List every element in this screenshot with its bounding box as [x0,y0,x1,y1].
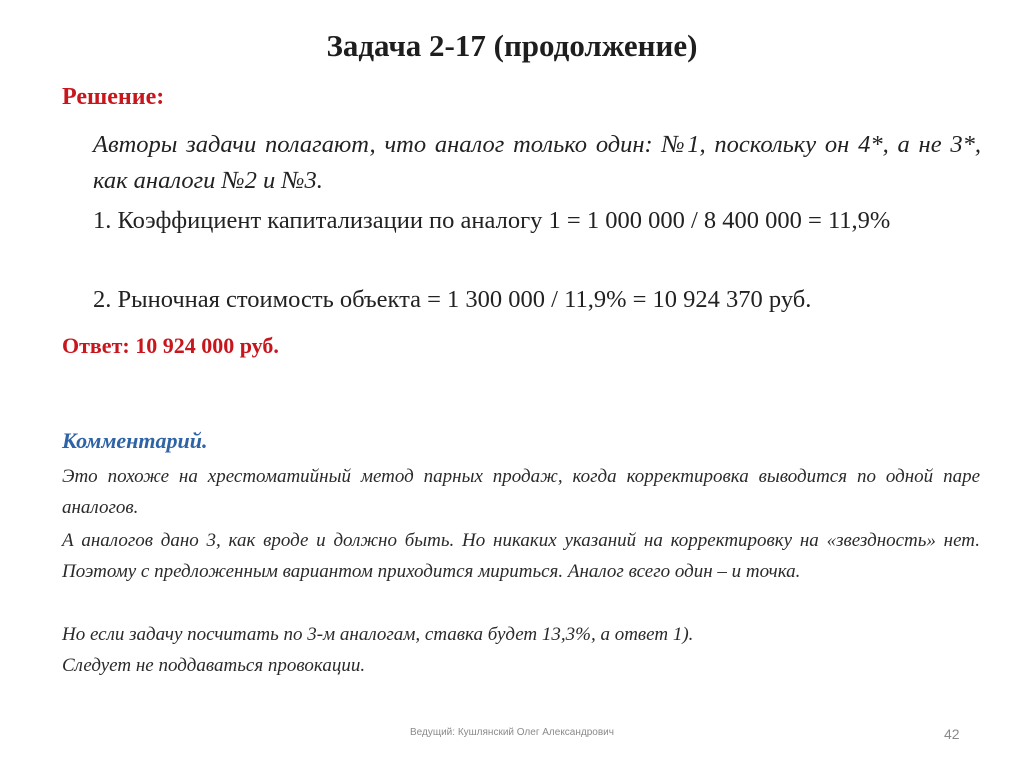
comment-paragraph-2: А аналогов дано 3, как вроде и должно быть. Но никаких указаний на корректировку на «звездность» нет. Поэтому с предложенным вариантом приходится мириться. Аналог всего один – и точка. [62,530,980,582]
comment-paragraph-3: Но если задачу посчитать по 3-м аналогам, ставка будет 13,3%, а ответ 1). [62,624,694,645]
comment-paragraph-1: Это похоже на хрестоматийный метод парных продаж, когда корректировка выводится по одной паре аналогов. [62,466,980,518]
solution-step-1: 1. Коэффициент капитализации по аналогу 1 = 1 000 000 / 8 400 000 = 11,9% [93,207,891,234]
answer-text: Ответ: 10 924 000 руб. [62,333,279,358]
solution-heading: Решение: [62,84,165,110]
comment-paragraph-4: Следует не поддаваться провокации. [62,655,366,676]
comment-heading: Комментарий. [62,428,208,453]
page-number: 42 [944,726,960,742]
footer-presenter: Ведущий: Кушлянский Олег Александрович [410,727,614,738]
solution-step-2: 2. Рыночная стоимость объекта = 1 300 000 / 11,9% = 10 924 370 руб. [93,286,812,313]
solution-paragraph-intro: Авторы задачи полагают, что аналог только один: №1, поскольку он 4*, а не 3*, как аналоги №2 и №3. [93,131,981,194]
slide-title: Задача 2-17 (продолжение) [326,28,698,63]
